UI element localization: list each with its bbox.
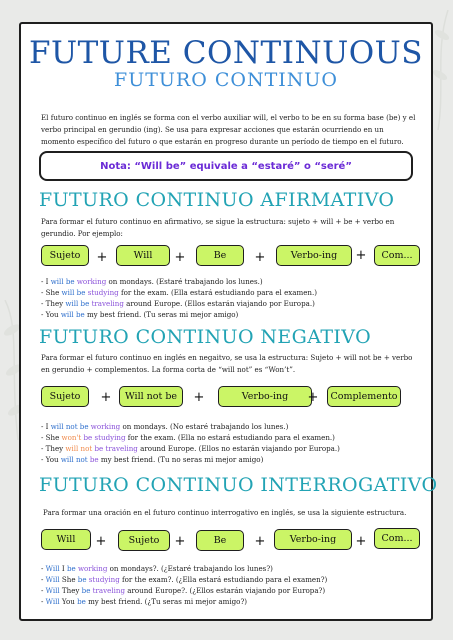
example-line: - I will be working on mondays. (Estaré trabajando los lunes.) xyxy=(41,277,263,286)
negative-description: Para formar el futuro continuo en inglés en negaitvo, se usa la estructura: Sujeto + will not be + verbo en gerundio + complementos. La forma corta de “will not” es “Won’t”. xyxy=(41,353,413,374)
plus-sign: + xyxy=(96,250,108,265)
formula-pill-will: Will xyxy=(116,245,170,266)
example-line: - Will She be studying for the exam?. (¿Ella estará estudiando para el examen?) xyxy=(41,575,328,584)
formula-pill-subject: Sujeto xyxy=(41,245,89,266)
formula-pill-subject: Sujeto xyxy=(118,530,170,551)
example-line: - They will not be traveling around Europe. (Ellos no estarán viajando por Europa.) xyxy=(41,444,340,453)
example-line: - Will They be traveling around Europe?. (¿Ellos estarán viajando por Europa?) xyxy=(41,586,326,595)
example-line: - You will not be my best friend. (Tu no seras mi mejor amigo) xyxy=(41,455,264,464)
note-box: Nota: “Will be” equivale a “estaré” o “seré” xyxy=(39,151,413,181)
plus-sign: + xyxy=(193,390,205,405)
example-line: - I will not be working on mondays. (No estaré trabajando los lunes.) xyxy=(41,422,289,431)
formula-pill-verb-ing: Verbo-ing xyxy=(276,245,352,266)
interrogative-heading: FUTURO CONTINUO INTERROGATIVO xyxy=(39,474,438,496)
plus-sign: + xyxy=(174,534,186,549)
page-title: FUTURE CONTINUOUS xyxy=(29,35,423,71)
affirmative-heading: FUTURO CONTINUO AFIRMATIVO xyxy=(39,189,395,211)
worksheet-card xyxy=(19,22,438,621)
plus-sign: + xyxy=(100,390,112,405)
example-line: - Will I be working on mondays?. (¿Estaré trabajando los lunes?) xyxy=(41,564,273,573)
leaf-decoration-icon xyxy=(430,10,453,130)
negative-heading: FUTURO CONTINUO NEGATIVO xyxy=(39,326,372,348)
plus-sign: + xyxy=(355,534,367,549)
plus-sign: + xyxy=(254,250,266,265)
formula-pill-complement: Com... xyxy=(374,245,420,266)
example-line: - She won't be studying for the exam. (Ella no estará estudiando para el examen.) xyxy=(41,433,335,442)
intro-paragraph: El futuro continuo en inglés se forma con el verbo auxiliar will, el verbo to be en su forma base (be) y el verbo principal en gerundio (ing). Se usa para expresar acciones que estarán ocurriendo en un momento específico del futuro o que estarán en progreso durante un período de tiempo en el futuro. xyxy=(41,113,416,146)
formula-pill-verb-ing: Verbo-ing xyxy=(218,386,312,407)
example-line: - You will be my best friend. (Tu seras mi mejor amigo) xyxy=(41,310,239,319)
formula-pill-be: Be xyxy=(196,245,244,266)
affirmative-description: Para formar el futuro continuo en afirmativo, se sigue la estructura: sujeto + will + be + verbo en gerundio. Por ejemplo: xyxy=(41,217,395,238)
example-line: - Will You be my best friend. (¿Tu seras mi mejor amigo?) xyxy=(41,597,248,606)
plus-sign: + xyxy=(355,248,367,263)
example-line: - They will be traveling around Europe. (Ellos estarán viajando por Europa.) xyxy=(41,299,315,308)
plus-sign: + xyxy=(95,534,107,549)
example-line: - She will be studying for the exam. (Ella estará estudiando para el examen.) xyxy=(41,288,318,297)
formula-pill-complement: Com... xyxy=(374,528,420,549)
formula-pill-will: Will xyxy=(41,529,91,550)
formula-pill-subject: Sujeto xyxy=(41,386,89,407)
formula-pill-be: Be xyxy=(196,530,244,551)
page-subtitle: FUTURO CONTINUO xyxy=(114,69,338,91)
plus-sign: + xyxy=(307,390,319,405)
plus-sign: + xyxy=(174,250,186,265)
plus-sign: + xyxy=(254,534,266,549)
interrogative-description: Para formar una oración en el futuro continuo interrogativo en inglés, se usa la siguiente estructura. xyxy=(43,508,407,517)
formula-pill-verb-ing: Verbo-ing xyxy=(274,529,352,550)
formula-pill-will-not-be: Will not be xyxy=(119,386,183,407)
formula-pill-complement: Complemento xyxy=(327,386,401,407)
